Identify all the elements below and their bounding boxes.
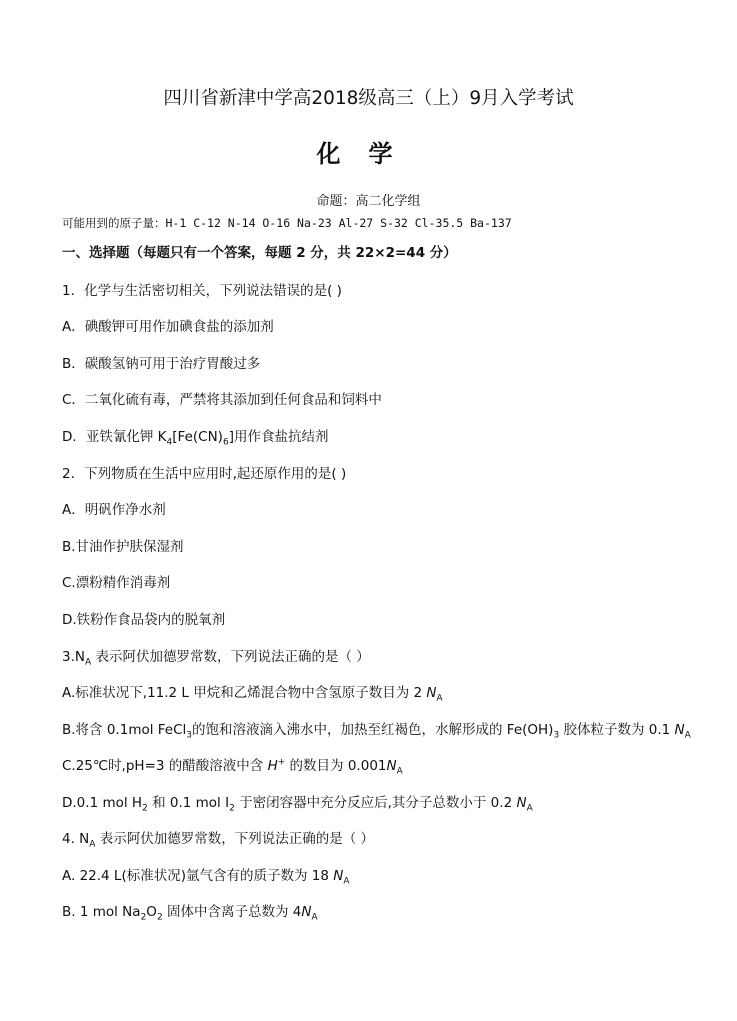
question-3-option-a: A.标准状况下,11.2 L 甲烷和乙烯混合物中含氢原子数目为 2 $N_A$ bbox=[62, 685, 443, 704]
subject-title: 化学 bbox=[316, 139, 421, 168]
question-2-option-a: A．明矾作净水剂 bbox=[62, 502, 166, 518]
exam-title: 四川省新津中学高2018级高三（上）9月入学考试 bbox=[163, 88, 574, 109]
author-line: 命题：高二化学组 bbox=[316, 194, 421, 209]
question-1-option-d: D．亚铁氰化钾 $K_4[Fe(CN)_6]$用作食盐抗结剂 bbox=[62, 429, 329, 448]
atomic-masses-line: 可能用到的原子量：H-1 C-12 N-14 O-16 Na-23 Al-27 S-32 Cl-35.5 Ba-137 bbox=[62, 216, 512, 230]
question-3-option-d: D.0.1 mol $H_2$ 和 0.1 mol $I_2$ 于密闭容器中充分反应后,其分子总数小于 0.2 $N_A$ bbox=[62, 795, 533, 814]
question-4-option-a: A. 22.4 L(标准状况)氩气含有的质子数为 18 $N_A$ bbox=[62, 868, 350, 887]
question-1-option-a: A．碘酸钾可用作加碘食盐的添加剂 bbox=[62, 319, 274, 335]
section-heading: 一、选择题（每题只有一个答案，每题 2 分，共 22×2=44 分） bbox=[62, 245, 457, 261]
question-4-option-b: B. 1 mol $Na_2O_2$ 固体中含离子总数为 $4N_A$ bbox=[62, 904, 318, 923]
question-4-stem: 4. $N_A$ 表示阿伏加德罗常数，下列说法正确的是（ ） bbox=[62, 831, 375, 850]
question-2-option-c: C.漂粉精作消毒剂 bbox=[62, 575, 171, 591]
question-1-stem: 1．化学与生活密切相关，下列说法错误的是( ) bbox=[62, 283, 342, 299]
question-1-option-c: C．二氧化硫有毒，严禁将其添加到任何食品和饲料中 bbox=[62, 392, 382, 408]
question-2-stem: 2．下列物质在生活中应用时,起还原作用的是( ) bbox=[62, 466, 347, 482]
question-2-option-b: B.甘油作护肤保湿剂 bbox=[62, 539, 184, 555]
question-3-stem: $3.N_A$ 表示阿伏加德罗常数，下列说法正确的是（ ） bbox=[62, 649, 370, 668]
question-2-option-d: D.铁粉作食品袋内的脱氧剂 bbox=[62, 612, 226, 628]
question-3-option-b: B.将含 0.1mol FeCl$_3$的饱和溶液滴入沸水中，加热至红褐色，水解形成的 $Fe(OH)_3$ 胶体粒子数为 0.1 $N_A$ bbox=[62, 722, 691, 741]
question-3-option-c: C.25℃时,pH=3 的醋酸溶液中含 H+ 的数目为 $0.001N_A$ bbox=[62, 757, 403, 777]
question-1-option-b: B．碳酸氢钠可用于治疗胃酸过多 bbox=[62, 356, 261, 372]
